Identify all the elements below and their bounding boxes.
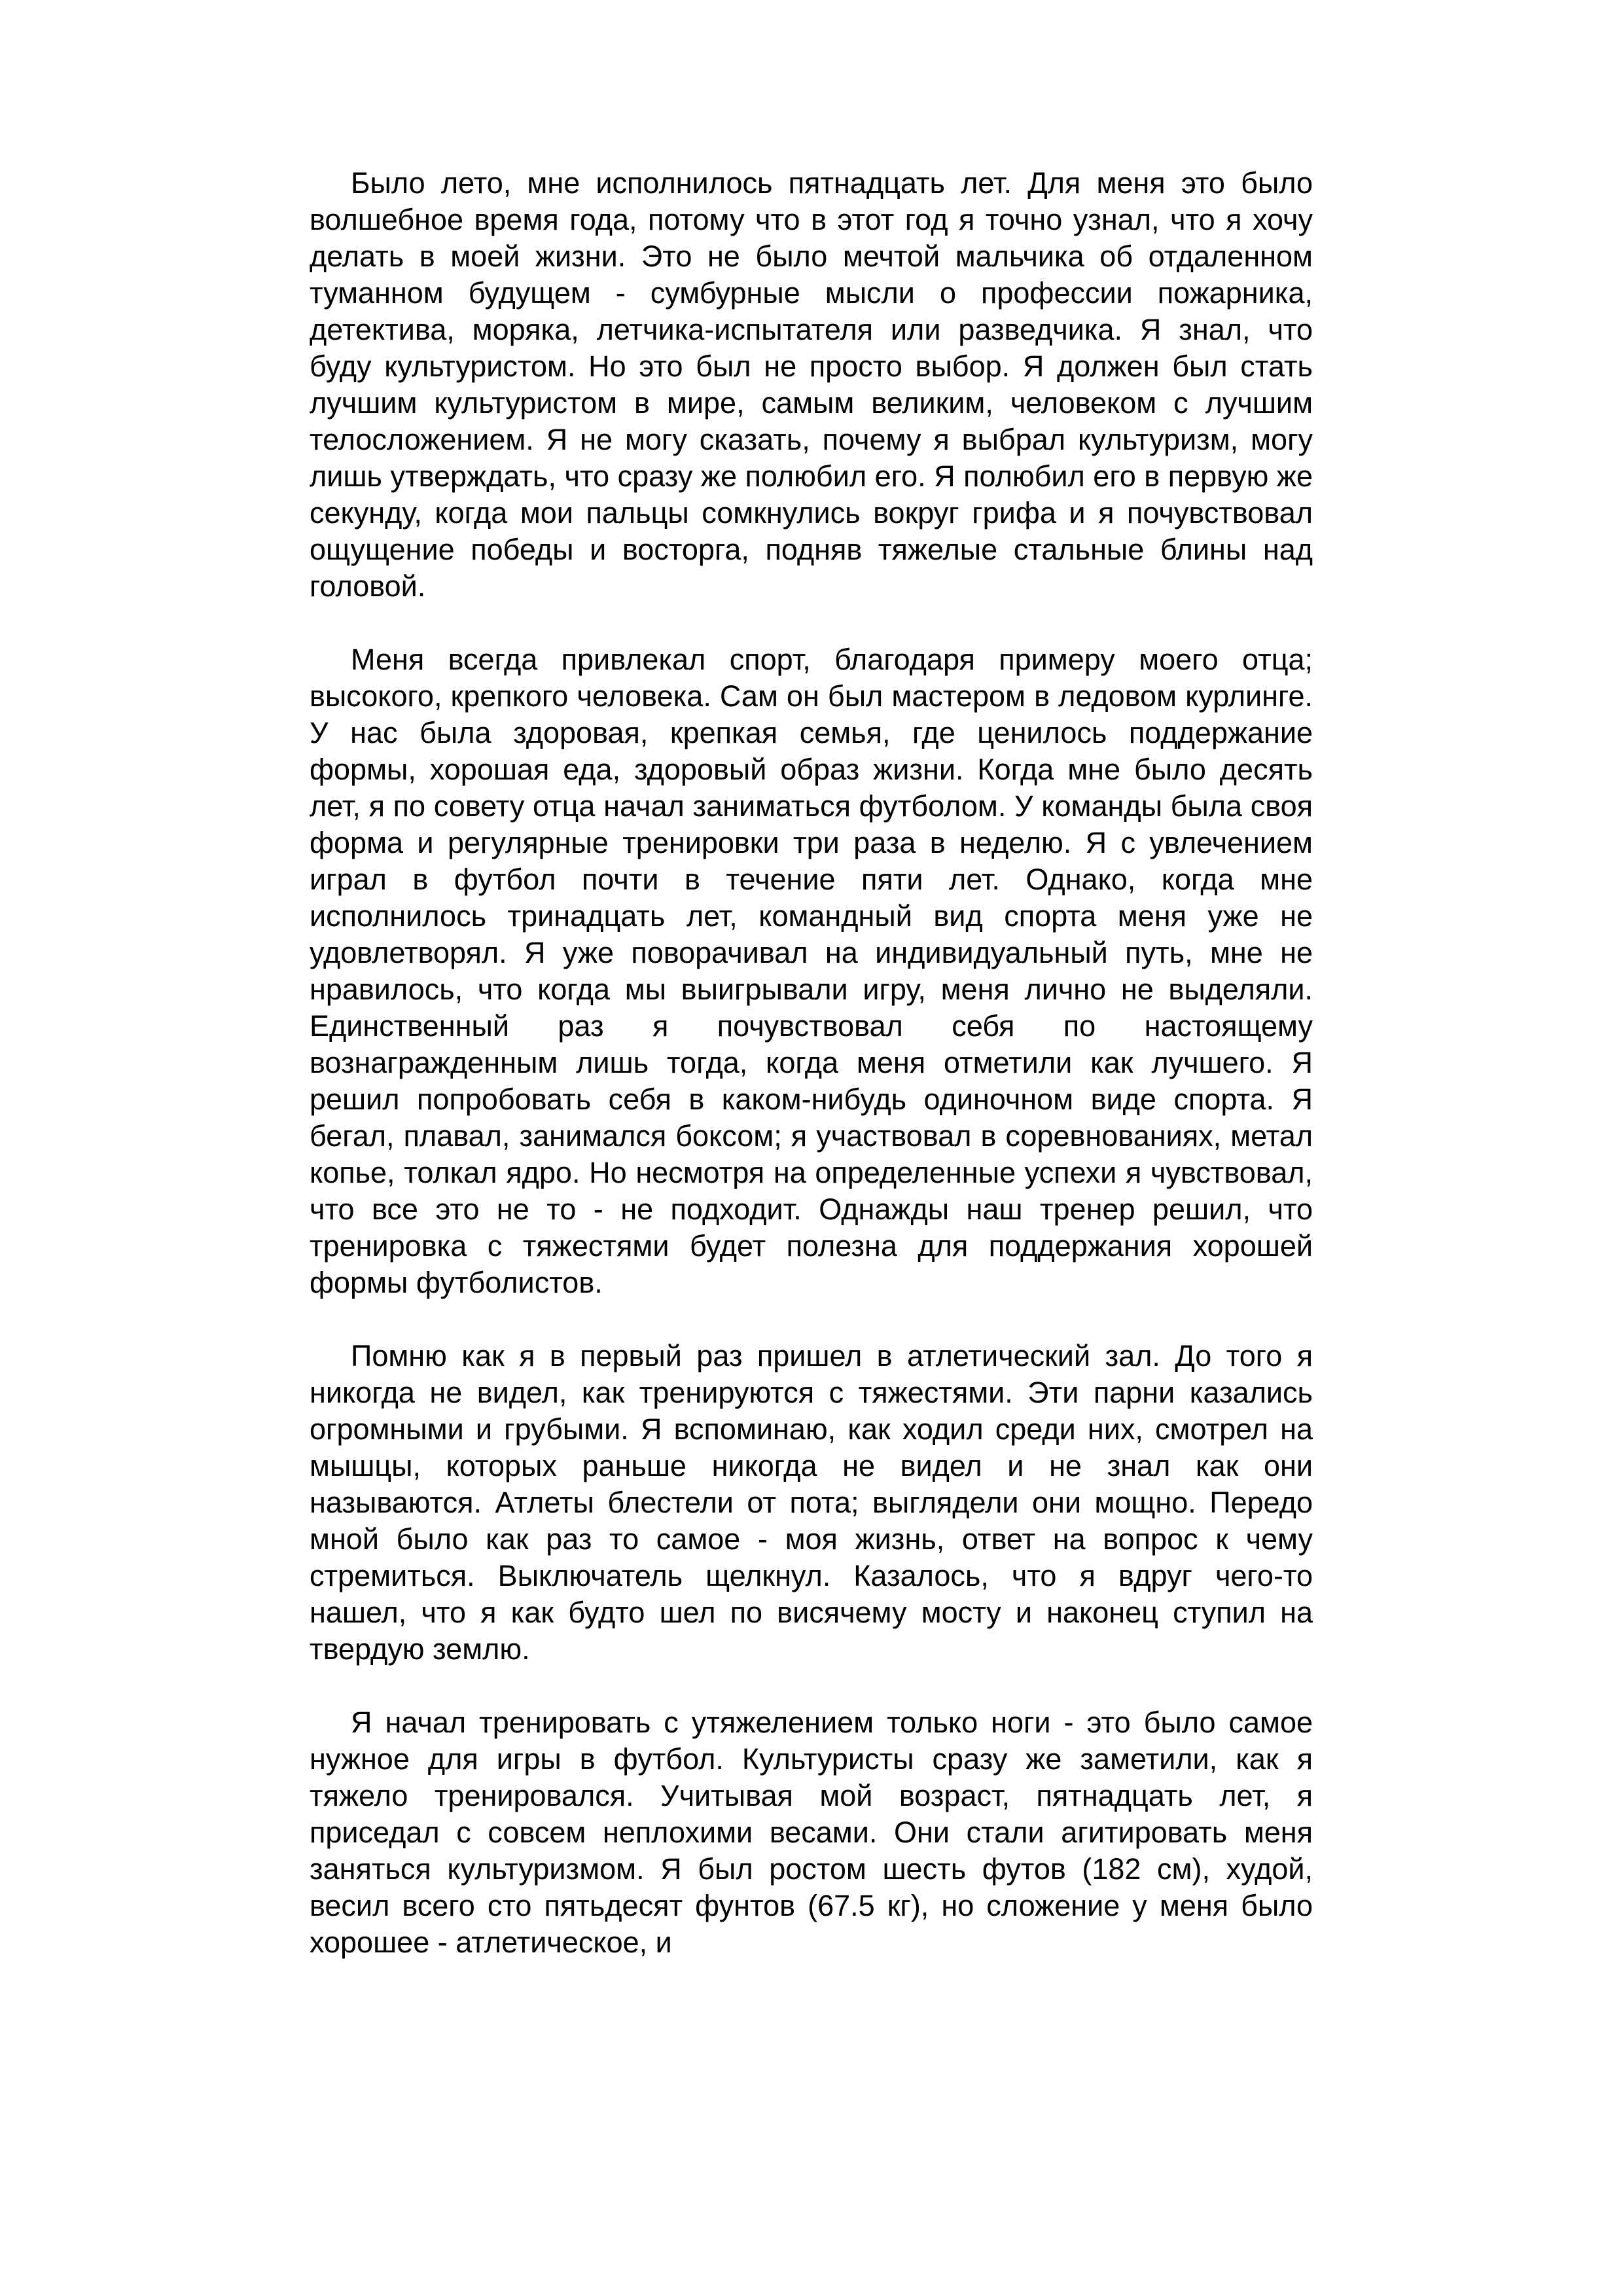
paragraph-1: Было лето, мне исполнилось пятнадцать лет. Для меня это было волшебное время года, потому что в этот год я точно узнал, что я хочу делать в моей жизни. Это не было мечтой мальчика об отдаленном туманном будущем - сумбурные мысли о профессии пожарника, детектива, моряка, летчика-испытателя или разведчика. Я знал, что буду культуристом. Но это был не просто выбор. Я должен был стать лучшим культуристом в мире, самым великим, человеком с лучшим телосложением. Я не могу сказать, почему я выбрал культуризм, могу лишь утверждать, что сразу же полюбил его. Я полюбил его в первую же секунду, когда мои пальцы сомкнулись вокруг грифа и я почувствовал ощущение победы и восторга, подняв тяжелые стальные блины над головой. [310, 166, 1313, 603]
paragraph-2: Меня всегда привлекал спорт, благодаря примеру моего отца; высокого, крепкого человека. Сам он был мастером в ледовом курлинге. У нас была здоровая, крепкая семья, где ценилось поддержание формы, хорошая еда, здоровый образ жизни. Когда мне было десять лет, я по совету отца начал заниматься футболом. У команды была своя форма и регулярные тренировки три раза в неделю. Я с увлечением играл в футбол почти в течение пяти лет. Однако, когда мне исполнилось тринадцать лет, командный вид спорта меня уже не удовлетворял. Я уже поворачивал на индивидуальный путь, мне не нравилось, что когда мы выигрывали игру, меня лично не выделяли. Единственный раз я почувствовал себя по настоящему вознагражденным лишь тогда, когда меня отметили как лучшего. Я решил попробовать себя в каком-нибудь одиночном виде спорта. Я бегал, плавал, занимался боксом; я участвовал в соревнованиях, метал копье, толкал ядро. Но несмотря на определенные успехи я чувствовал, что все это не то - не подходит. Однажды наш тренер решил, что тренировка с тяжестями будет полезна для поддержания хорошей формы футболистов. [310, 643, 1313, 1299]
paragraph-3: Помню как я в первый раз пришел в атлетический зал. До того я никогда не видел, как тренируются с тяжестями. Эти парни казались огромными и грубыми. Я вспоминаю, как ходил среди них, смотрел на мышцы, которых раньше никогда не видел и не знал как они называются. Атлеты блестели от пота; выглядели они мощно. Передо мной было как раз то самое - моя жизнь, ответ на вопрос к чему стремиться. Выключатель щелкнул. Казалось, что я вдруг чего-то нашел, что я как будто шел по висячему мосту и наконец ступил на твердую землю. [310, 1339, 1313, 1666]
document-body [310, 165, 1313, 1961]
paragraph-4: Я начал тренировать с утяжелением только ноги - это было самое нужное для игры в футбол. Культуристы сразу же заметили, как я тяжело тренировался. Учитывая мой возраст, пятнадцать лет, я приседал с совсем неплохими весами. Они стали агитировать меня заняться культуризмом. Я был ростом шесть футов (182 см), худой, весил всего сто пятьдесят фунтов (67.5 кг), но сложение у меня было хорошее - атлетическое, и [310, 1706, 1313, 1959]
